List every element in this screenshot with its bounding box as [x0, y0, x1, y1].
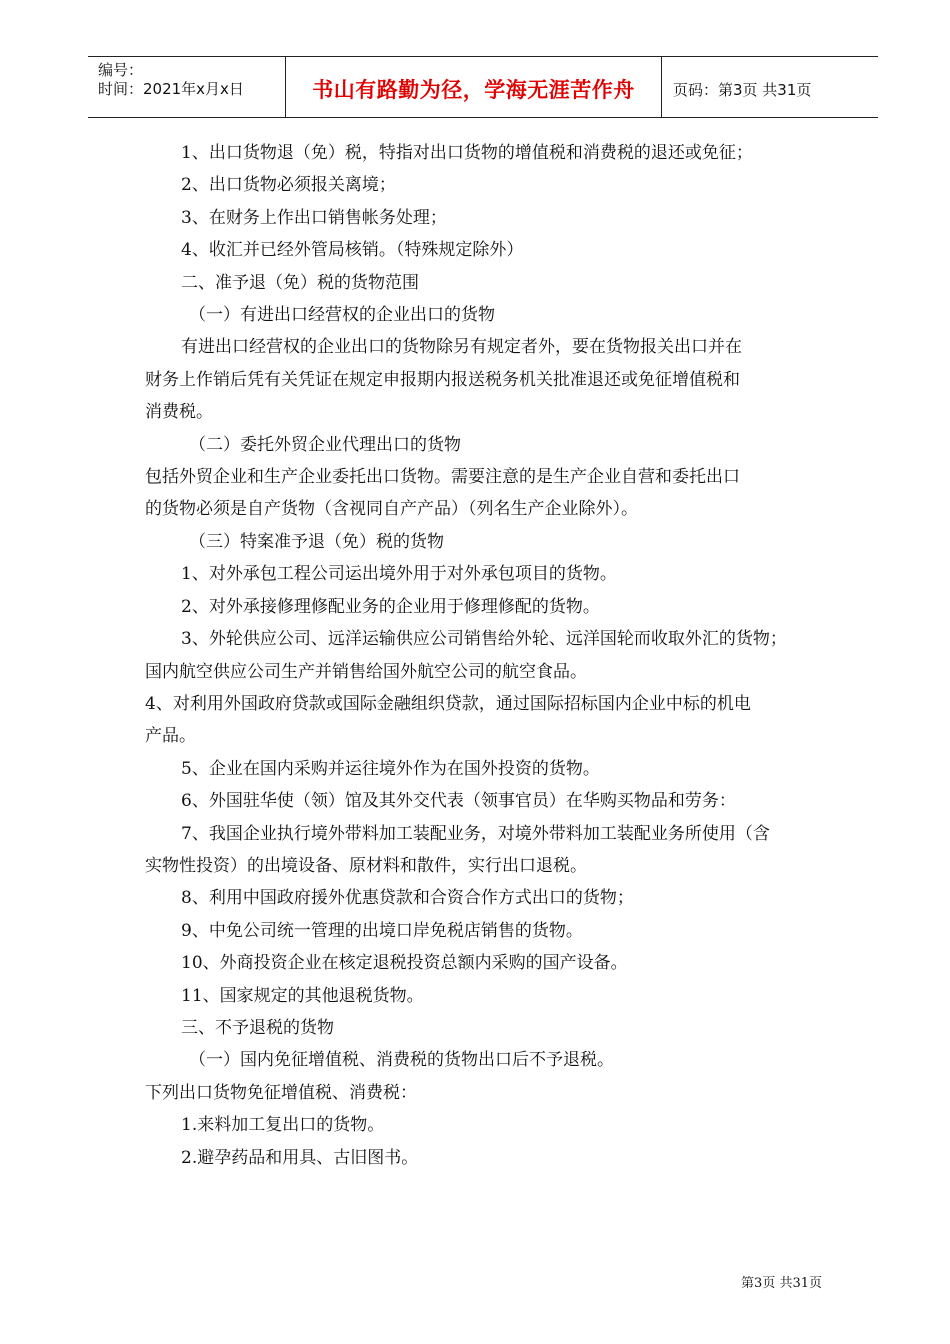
paragraph-line: 包括外贸企业和生产企业委托出口货物。需要注意的是生产企业自营和委托出口 — [145, 467, 740, 488]
paragraph-line: 下列出口货物免征增值税、消费税： — [145, 1082, 417, 1103]
subsection-heading: （一）有进出口经营权的企业出口的货物 — [189, 305, 495, 326]
header-meta — [98, 61, 244, 99]
list-item: 7、我国企业执行境外带料加工装配业务，对境外带料加工装配业务所使用（含 — [181, 823, 770, 844]
paragraph-line: 有进出口经营权的企业出口的货物除另有规定者外，要在货物报关出口并在 — [181, 337, 742, 358]
list-item: 2、对外承接修理修配业务的企业用于修理修配的货物。 — [181, 596, 600, 617]
page-footer: 第3页 共31页 — [741, 1276, 822, 1291]
list-item: 1.来料加工复出口的货物。 — [181, 1115, 385, 1136]
paragraph-line: 财务上作销后凭有关凭证在规定申报期内报送税务机关批准退还或免征增值税和 — [145, 369, 740, 390]
paragraph-line: 3、在财务上作出口销售帐务处理； — [181, 207, 447, 228]
paragraph-line: 消费税。 — [145, 402, 213, 423]
section-heading: 三、不予退税的货物 — [181, 1017, 334, 1038]
paragraph-line: 的货物必须是自产货物（含视同自产产品）（列名生产企业除外）。 — [145, 499, 638, 520]
subsection-heading: （二）委托外贸企业代理出口的货物 — [189, 434, 461, 455]
list-item-continuation: 国内航空供应公司生产并销售给国外航空公司的航空食品。 — [145, 661, 587, 682]
subsection-heading: （一）国内免征增值税、消费税的货物出口后不予退税。 — [189, 1050, 614, 1071]
subsection-heading: （三）特案准予退（免）税的货物 — [189, 531, 444, 552]
list-item-continuation: 实物性投资）的出境设备、原材料和散件，实行出口退税。 — [145, 855, 587, 876]
list-item: 1、对外承包工程公司运出境外用于对外承包项目的货物。 — [181, 564, 617, 585]
list-item: 5、企业在国内采购并运往境外作为在国外投资的货物。 — [181, 758, 600, 779]
header-divider — [661, 57, 662, 117]
section-heading: 二、准予退（免）税的货物范围 — [181, 272, 419, 293]
list-item: 8、利用中国政府援外优惠贷款和合资合作方式出口的货物； — [181, 888, 634, 909]
number-label: 编号： — [98, 61, 144, 79]
page-header — [88, 56, 878, 118]
list-item: 11、国家规定的其他退税货物。 — [181, 985, 424, 1006]
list-item: 4、对利用外国政府贷款或国际金融组织贷款，通过国际招标国内企业中标的机电 — [145, 693, 751, 714]
list-item: 2.避孕药品和用具、古旧图书。 — [181, 1147, 419, 1168]
list-item: 3、外轮供应公司、远洋运输供应公司销售给外轮、远洋国轮而收取外汇的货物； — [181, 629, 787, 650]
document-body — [145, 137, 825, 1174]
list-item: 10、外商投资企业在核定退税投资总额内采购的国产设备。 — [181, 953, 628, 974]
time-label: 时间：2021年x月x日 — [98, 80, 244, 98]
header-motto: 书山有路勤为径，学海无涯苦作舟 — [312, 78, 635, 102]
list-item: 9、中免公司统一管理的出境口岸免税店销售的货物。 — [181, 920, 583, 941]
list-item-continuation: 产品。 — [145, 726, 196, 747]
paragraph-line: 1、出口货物退（免）税，特指对出口货物的增值税和消费税的退还或免征； — [181, 143, 753, 163]
header-page-label: 页码：第3页 共31页 — [673, 81, 812, 99]
list-item: 6、外国驻华使（领）馆及其外交代表（领事官员）在华购买物品和劳务： — [181, 791, 736, 812]
paragraph-line: 4、收汇并已经外管局核销。（特殊规定除外） — [181, 240, 524, 261]
paragraph-line: 2、出口货物必须报关离境； — [181, 175, 396, 196]
